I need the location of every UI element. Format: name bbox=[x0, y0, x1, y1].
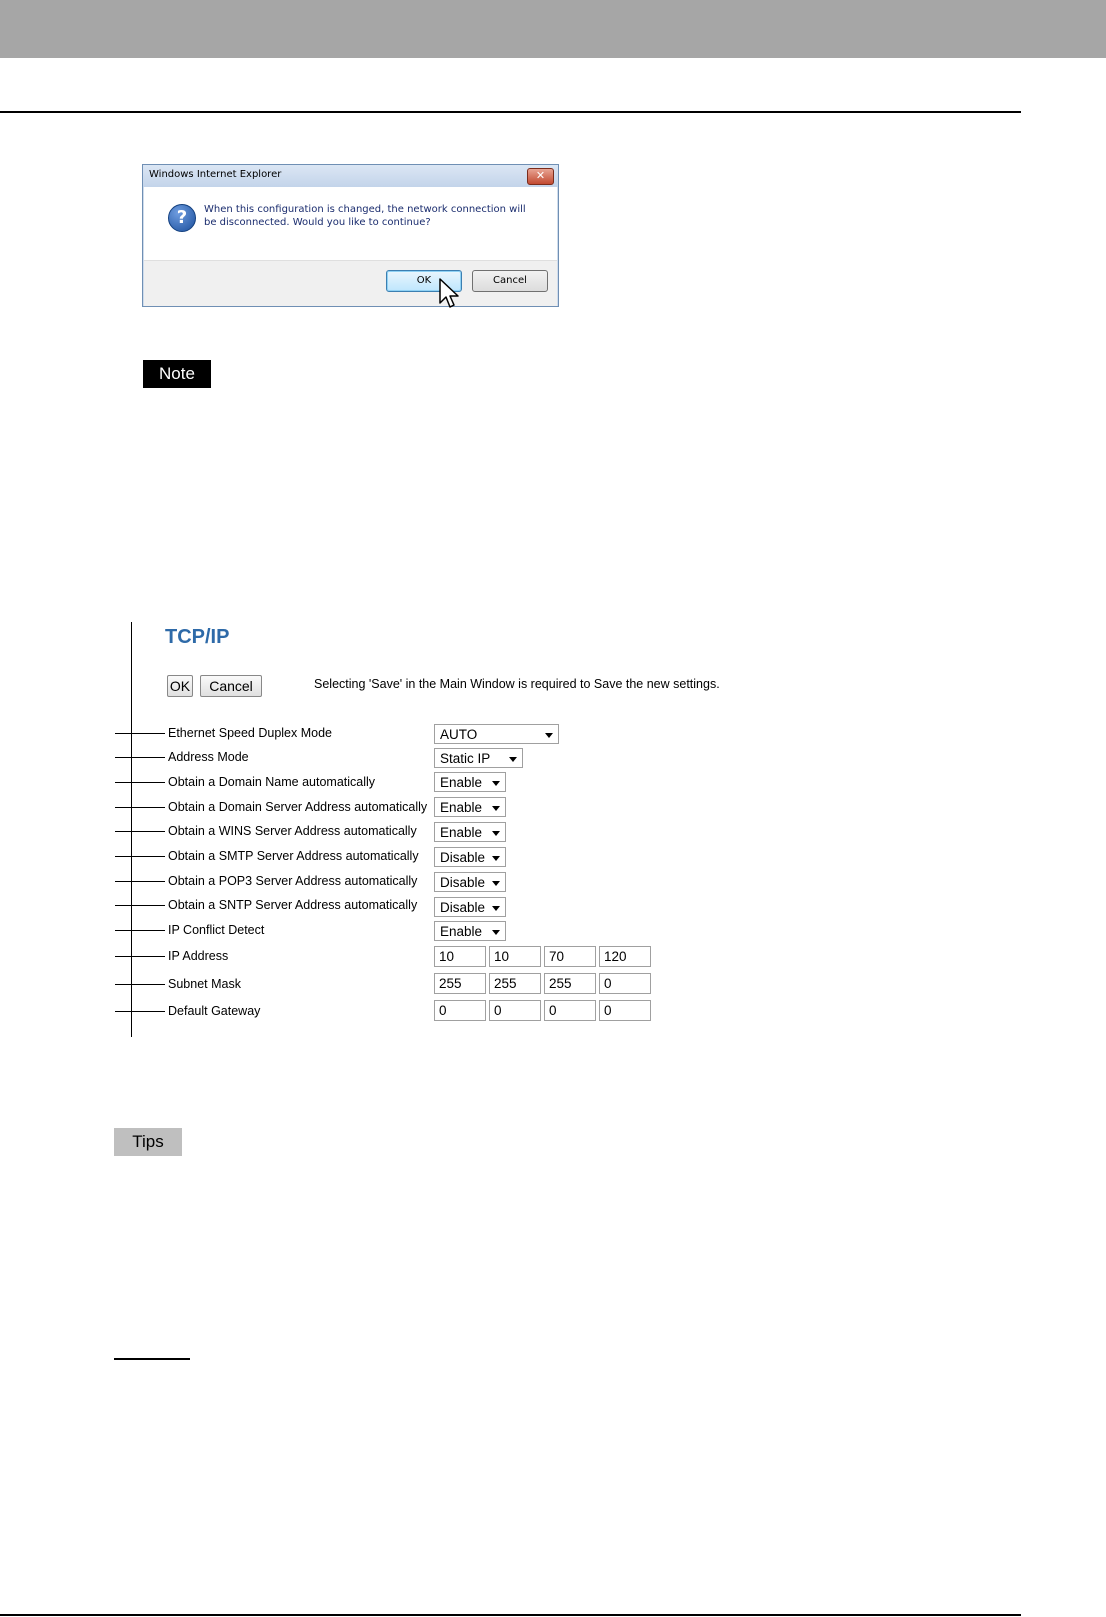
field-label: Obtain a Domain Server Address automatically bbox=[168, 800, 428, 814]
subnet-mask-octet-4[interactable]: 0 bbox=[599, 973, 651, 994]
confirm-dialog bbox=[142, 164, 559, 307]
default-gateway-octet-1[interactable]: 0 bbox=[434, 1000, 486, 1021]
dropdown-arrow-icon bbox=[492, 831, 500, 836]
select-value: Static IP bbox=[440, 751, 491, 766]
dropdown-arrow-icon bbox=[545, 733, 553, 738]
field-label: Obtain a SNTP Server Address automatically bbox=[168, 898, 418, 912]
field-label: Address Mode bbox=[168, 750, 249, 764]
domain-server-select[interactable] bbox=[434, 797, 506, 817]
form-title: TCP/IP bbox=[165, 626, 230, 648]
dropdown-arrow-icon bbox=[492, 806, 500, 811]
callout-line bbox=[115, 856, 165, 857]
callout-line bbox=[115, 905, 165, 906]
wins-server-select[interactable] bbox=[434, 822, 506, 842]
dropdown-arrow-icon bbox=[492, 781, 500, 786]
field-label: IP Conflict Detect bbox=[168, 923, 265, 937]
dropdown-arrow-icon bbox=[509, 757, 517, 762]
default-gateway-octet-2[interactable]: 0 bbox=[489, 1000, 541, 1021]
field-label: Ethernet Speed Duplex Mode bbox=[168, 726, 332, 740]
field-label: Subnet Mask bbox=[168, 977, 241, 991]
callout-line bbox=[115, 807, 165, 808]
select-value: Enable bbox=[440, 800, 483, 815]
callout-line bbox=[115, 984, 165, 985]
dropdown-arrow-icon bbox=[492, 881, 500, 886]
footer-rule bbox=[0, 1614, 1021, 1616]
subnet-mask-octet-1[interactable]: 255 bbox=[434, 973, 486, 994]
field-label: Obtain a SMTP Server Address automatically bbox=[168, 849, 419, 863]
select-value: Enable bbox=[440, 924, 483, 939]
subnet-mask-octet-2[interactable]: 255 bbox=[489, 973, 541, 994]
callout-line bbox=[115, 881, 165, 882]
pop3-server-select[interactable] bbox=[434, 872, 506, 892]
pointer-cursor-icon bbox=[438, 278, 460, 310]
select-value: Disable bbox=[440, 900, 486, 915]
dropdown-arrow-icon bbox=[492, 906, 500, 911]
callout-line bbox=[115, 757, 165, 758]
dialog-footer bbox=[144, 260, 557, 306]
form-cancel-button[interactable]: Cancel bbox=[200, 675, 262, 697]
callout-line bbox=[115, 930, 165, 931]
close-icon[interactable]: ✕ bbox=[527, 168, 554, 185]
ip-address-octet-1[interactable]: 10 bbox=[434, 946, 486, 967]
dialog-cancel-button[interactable]: Cancel bbox=[472, 270, 548, 292]
ip-address-octet-3[interactable]: 70 bbox=[544, 946, 596, 967]
header-band bbox=[0, 0, 1106, 58]
callout-line bbox=[115, 1011, 165, 1012]
ip-address-octet-4[interactable]: 120 bbox=[599, 946, 651, 967]
underline-rule bbox=[114, 1358, 190, 1360]
header-rule bbox=[0, 111, 1021, 113]
dialog-body bbox=[144, 187, 557, 260]
select-value: Disable bbox=[440, 850, 486, 865]
tips-label: Tips bbox=[114, 1128, 182, 1156]
field-label: Default Gateway bbox=[168, 1004, 261, 1018]
field-label: Obtain a Domain Name automatically bbox=[168, 775, 376, 789]
dialog-titlebar bbox=[143, 165, 558, 187]
field-label: IP Address bbox=[168, 949, 229, 963]
subnet-mask-octet-3[interactable]: 255 bbox=[544, 973, 596, 994]
dropdown-arrow-icon bbox=[492, 856, 500, 861]
save-notice: Selecting 'Save' in the Main Window is required to Save the new settings. bbox=[314, 677, 720, 691]
form-ok-button[interactable]: OK bbox=[167, 675, 193, 697]
callout-line bbox=[115, 733, 165, 734]
dropdown-arrow-icon bbox=[492, 930, 500, 935]
address-mode-select[interactable] bbox=[434, 748, 523, 768]
select-value: Enable bbox=[440, 825, 483, 840]
ip-conflict-select[interactable] bbox=[434, 921, 506, 941]
smtp-server-select[interactable] bbox=[434, 847, 506, 867]
note-label: Note bbox=[143, 360, 211, 388]
sntp-server-select[interactable] bbox=[434, 897, 506, 917]
callout-bracket bbox=[131, 622, 132, 1037]
dialog-ok-button[interactable]: OK bbox=[386, 270, 462, 292]
select-value: Enable bbox=[440, 775, 483, 790]
dialog-message: When this configuration is changed, the network connection will be disconnected. Would you like to continue? bbox=[204, 204, 526, 228]
default-gateway-octet-3[interactable]: 0 bbox=[544, 1000, 596, 1021]
callout-line bbox=[115, 831, 165, 832]
field-label: Obtain a POP3 Server Address automatically bbox=[168, 874, 418, 888]
default-gateway-octet-4[interactable]: 0 bbox=[599, 1000, 651, 1021]
question-icon: ? bbox=[168, 204, 196, 232]
dialog-title: Windows Internet Explorer bbox=[149, 169, 282, 180]
select-value: AUTO bbox=[440, 727, 478, 742]
field-label: Obtain a WINS Server Address automatically bbox=[168, 824, 417, 838]
select-value: Disable bbox=[440, 875, 486, 890]
callout-line bbox=[115, 782, 165, 783]
callout-line bbox=[115, 956, 165, 957]
speed-duplex-select[interactable] bbox=[434, 724, 559, 744]
ip-address-octet-2[interactable]: 10 bbox=[489, 946, 541, 967]
domain-name-select[interactable] bbox=[434, 772, 506, 792]
